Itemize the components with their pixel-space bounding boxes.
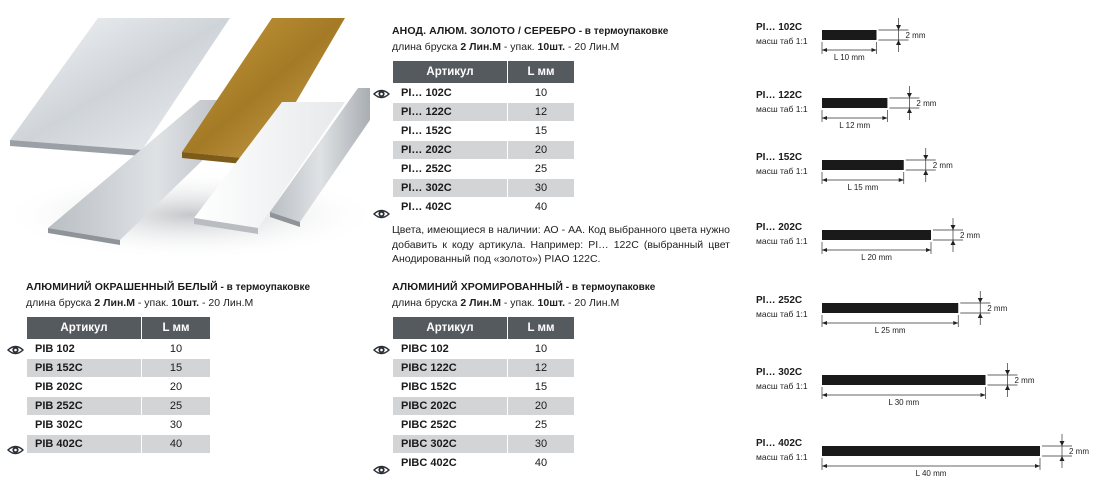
profile-thickness-label: 2 mm xyxy=(916,99,937,108)
profile-length-label: L 12 mm xyxy=(839,121,871,130)
profile-length-label: L 40 mm xyxy=(915,469,947,478)
table-row xyxy=(27,378,211,397)
anodized-title xyxy=(392,24,668,39)
anodized-subtitle xyxy=(392,40,619,54)
profile-thickness-label: 2 mm xyxy=(1069,447,1089,456)
eye-icon xyxy=(373,344,390,356)
chrome-sub-len: 2 Лин.М xyxy=(460,297,501,309)
table-row xyxy=(393,122,575,141)
profile-thickness-label: 2 mm xyxy=(932,161,953,170)
article-length: 15 xyxy=(508,122,575,141)
profile-scale: масш таб 1:1 xyxy=(756,381,808,391)
profile-scale: масш таб 1:1 xyxy=(756,452,808,462)
table-row xyxy=(393,359,575,378)
profile-bar xyxy=(822,30,877,40)
chrome-sub-pack: 10шт. xyxy=(537,297,566,309)
table-row xyxy=(393,378,575,397)
eye-icon xyxy=(7,444,24,456)
eye-icon xyxy=(373,88,390,100)
chrome-sub-mid: - упак. xyxy=(500,297,538,309)
article-code: PI… 252C xyxy=(393,160,508,179)
profile-thickness-label: 2 mm xyxy=(960,231,980,240)
anodized-sub-end: - 20 Лин.М xyxy=(565,41,620,53)
profile-length-label: L 30 mm xyxy=(888,398,920,407)
anodized-sub-mid: - упак. xyxy=(500,41,538,53)
profile-drawing xyxy=(822,144,979,190)
profile-length-label: L 20 mm xyxy=(861,253,892,262)
article-code: PIBC 252C xyxy=(393,416,508,435)
article-code: PIB 252C xyxy=(27,397,142,416)
article-length: 30 xyxy=(508,435,575,454)
table-row xyxy=(393,179,575,198)
white-subtitle xyxy=(26,296,253,310)
article-code: PIB 102 xyxy=(27,340,142,359)
article-code: PIBC 302C xyxy=(393,435,508,454)
profile-length-label: L 25 mm xyxy=(874,326,906,335)
profile-bar xyxy=(822,446,1040,456)
chrome-table-wrap xyxy=(372,316,575,473)
anodized-title-suffix: - в термоупаковке xyxy=(575,26,669,37)
profile-code: PI… 102C xyxy=(756,22,803,33)
article-length: 25 xyxy=(508,160,575,179)
table-row xyxy=(27,397,211,416)
table-row xyxy=(27,359,211,378)
chrome-title xyxy=(392,280,655,295)
product-photo-icon xyxy=(0,0,370,262)
white-table xyxy=(26,316,211,454)
profile-bar xyxy=(822,375,986,385)
article-code: PI… 152C xyxy=(393,122,508,141)
eye-icon xyxy=(7,344,24,356)
profile-scale: масш таб 1:1 xyxy=(756,166,808,176)
white-sub-len: 2 Лин.М xyxy=(94,297,135,309)
white-title-text: АЛЮМИНИЙ ОКРАШЕННЫЙ БЕЛЫЙ xyxy=(26,281,218,293)
white-title-suffix: - в термоупаковке xyxy=(217,282,311,293)
article-length: 30 xyxy=(508,179,575,198)
profile-drawing xyxy=(822,430,1109,476)
profile-code: PI… 252C xyxy=(756,295,803,306)
white-sub-pack: 10шт. xyxy=(171,297,200,309)
article-code: PI… 202C xyxy=(393,141,508,160)
article-code: PIBC 122C xyxy=(393,359,508,378)
eye-icon xyxy=(373,464,390,476)
anodized-sub-pack: 10шт. xyxy=(537,41,566,53)
white-col-length: L мм xyxy=(142,317,211,340)
white-sub-end: - 20 Лин.М xyxy=(199,297,254,309)
chrome-subtitle xyxy=(392,296,619,310)
chrome-col-article: Артикул xyxy=(393,317,508,340)
profile-bar xyxy=(822,160,904,170)
article-length: 10 xyxy=(508,340,575,359)
article-code: PIBC 202C xyxy=(393,397,508,416)
article-code: PIB 302C xyxy=(27,416,142,435)
white-table-wrap xyxy=(6,316,211,454)
article-length: 12 xyxy=(508,359,575,378)
chrome-title-suffix: - в термоупаковке xyxy=(563,282,656,293)
profile-scale: масш таб 1:1 xyxy=(756,236,808,246)
profile-drawing xyxy=(822,359,1061,405)
table-row xyxy=(393,103,575,122)
profile-thickness-label: 2 mm xyxy=(905,31,926,40)
profile-scale: масш таб 1:1 xyxy=(756,104,808,114)
article-length: 25 xyxy=(508,416,575,435)
article-length: 15 xyxy=(142,359,211,378)
profile-drawing xyxy=(822,287,1033,333)
article-code: PIB 402C xyxy=(27,435,142,454)
article-length: 20 xyxy=(142,378,211,397)
eye-icon xyxy=(373,208,390,220)
profile-thickness-label: 2 mm xyxy=(1014,376,1035,385)
article-code: PI… 302C xyxy=(393,179,508,198)
article-length: 10 xyxy=(508,84,575,103)
profile-code: PI… 152C xyxy=(756,152,803,163)
chrome-col-length: L мм xyxy=(508,317,575,340)
article-length: 40 xyxy=(508,454,575,473)
article-length: 40 xyxy=(508,198,575,217)
table-row xyxy=(393,340,575,359)
anodized-sub-prefix: длина бруска xyxy=(392,41,461,53)
article-length: 40 xyxy=(142,435,211,454)
color-note: Цвета, имеющиеся в наличии: АО - АА. Код выбранного цвета нужно добавить к коду артикула. Например: PI… 122C (выбранный цвет Анодированный под «золото») PIAO 122C. xyxy=(392,224,730,265)
article-length: 25 xyxy=(142,397,211,416)
profile-length-label: L 10 mm xyxy=(833,53,865,62)
table-row xyxy=(393,160,575,179)
article-length: 20 xyxy=(508,141,575,160)
article-code: PIBC 152C xyxy=(393,378,508,397)
profile-thickness-label: 2 mm xyxy=(987,304,1008,313)
profile-code: PI… 202C xyxy=(756,222,803,233)
anodized-col-length: L мм xyxy=(508,61,575,84)
profile-code: PI… 302C xyxy=(756,367,803,378)
chrome-table xyxy=(392,316,575,473)
white-col-article: Артикул xyxy=(27,317,142,340)
article-code: PI… 102C xyxy=(393,84,508,103)
profile-bar xyxy=(822,98,887,108)
article-code: PIB 152C xyxy=(27,359,142,378)
article-code: PI… 402C xyxy=(393,198,508,217)
table-row xyxy=(393,397,575,416)
profile-scale: масш таб 1:1 xyxy=(756,309,808,319)
table-row xyxy=(393,435,575,454)
profile-drawing xyxy=(822,214,1006,260)
article-length: 15 xyxy=(508,378,575,397)
table-row xyxy=(393,198,575,217)
profile-code: PI… 122C xyxy=(756,90,803,101)
table-row xyxy=(393,416,575,435)
table-row xyxy=(393,141,575,160)
table-row xyxy=(393,84,575,103)
white-sub-mid: - упак. xyxy=(134,297,172,309)
profile-drawing xyxy=(822,14,952,60)
profile-code: PI… 402C xyxy=(756,438,803,449)
anodized-col-article: Артикул xyxy=(393,61,508,84)
article-code: PIBC 402C xyxy=(393,454,508,473)
article-code: PIBC 102 xyxy=(393,340,508,359)
table-row xyxy=(27,435,211,454)
white-sub-prefix: длина бруска xyxy=(26,297,95,309)
chrome-sub-prefix: длина бруска xyxy=(392,297,461,309)
profile-bar xyxy=(822,230,931,240)
profile-bar xyxy=(822,303,958,313)
white-title xyxy=(26,280,310,295)
article-length: 20 xyxy=(508,397,575,416)
chrome-sub-end: - 20 Лин.М xyxy=(565,297,620,309)
table-row xyxy=(27,340,211,359)
article-length: 30 xyxy=(142,416,211,435)
anodized-table-wrap xyxy=(372,60,575,217)
profile-length-label: L 15 mm xyxy=(847,183,879,192)
article-code: PI… 122C xyxy=(393,103,508,122)
article-code: PIB 202C xyxy=(27,378,142,397)
anodized-table xyxy=(392,60,575,217)
anodized-title-text: АНОД. АЛЮМ. ЗОЛОТО / СЕРЕБРО xyxy=(392,25,576,37)
anodized-sub-len: 2 Лин.М xyxy=(460,41,501,53)
article-length: 10 xyxy=(142,340,211,359)
profile-drawing xyxy=(822,82,962,128)
table-row xyxy=(393,454,575,473)
profile-scale: масш таб 1:1 xyxy=(756,36,808,46)
table-row xyxy=(27,416,211,435)
chrome-title-text: АЛЮМИНИЙ ХРОМИРОВАННЫЙ xyxy=(392,281,563,293)
article-length: 12 xyxy=(508,103,575,122)
